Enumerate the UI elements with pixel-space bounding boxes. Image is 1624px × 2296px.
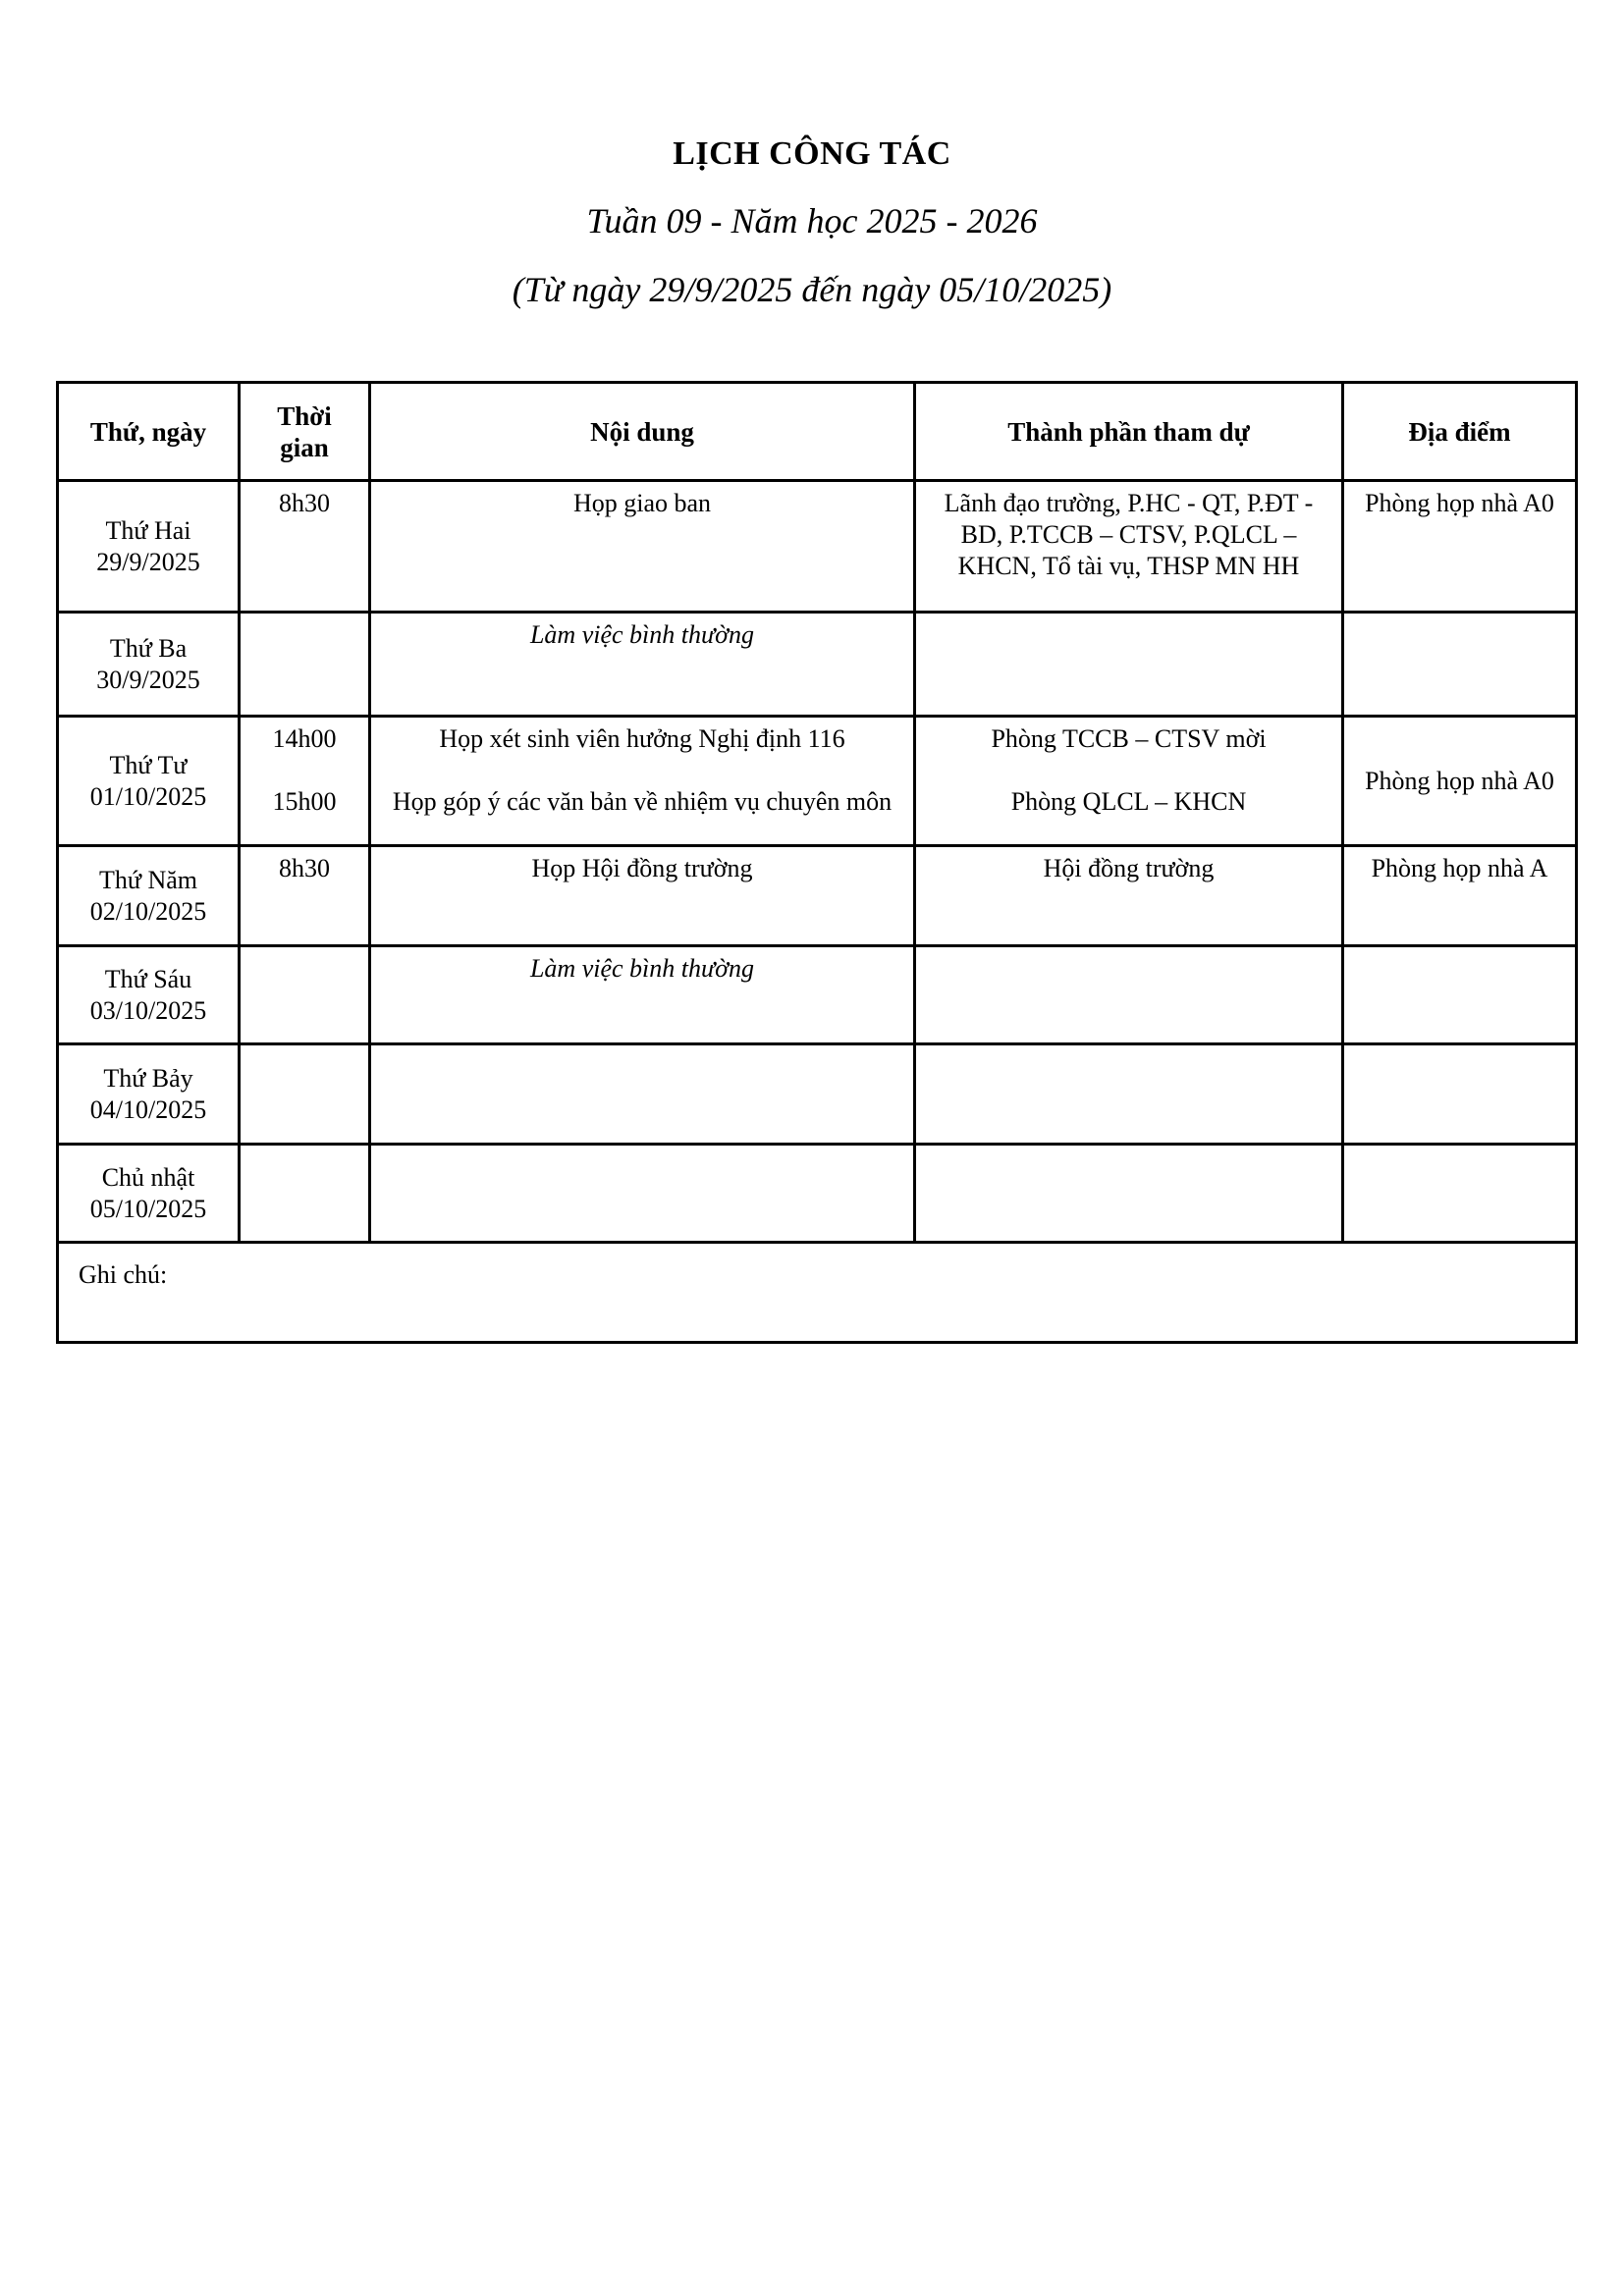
- time-cell: [240, 613, 370, 717]
- time-cell: [240, 1044, 370, 1145]
- time-slot-1: 14h00: [272, 724, 337, 753]
- header-time-line-2: gian: [280, 432, 329, 462]
- day-date: 29/9/2025: [96, 547, 200, 576]
- day-date: 03/10/2025: [89, 995, 207, 1025]
- time-cell: [240, 717, 370, 846]
- location-cell: [1343, 613, 1577, 717]
- participants-cell: [915, 1044, 1343, 1145]
- table-row: [58, 1145, 1577, 1243]
- day-name: Thứ Bảy: [103, 1063, 193, 1093]
- day-name: Thứ Năm: [98, 865, 197, 894]
- time-cell: [240, 946, 370, 1044]
- table-header-row: [58, 383, 1577, 481]
- content-cell: Họp giao ban: [370, 481, 915, 613]
- participants-cell: Hội đồng trường: [915, 846, 1343, 946]
- participants-item-2: Phòng QLCL – KHCN: [1010, 787, 1247, 816]
- day-name: Thứ Tư: [109, 750, 188, 779]
- header-time-line-1: Thời: [277, 400, 332, 431]
- content-cell: [370, 717, 915, 846]
- table-row: [58, 481, 1577, 613]
- participants-cell: [915, 946, 1343, 1044]
- table-row: [58, 946, 1577, 1044]
- participants-cell: Lãnh đạo trường, P.HC - QT, P.ĐT - BD, P.TCCB – CTSV, P.QLCL – KHCN, Tổ tài vụ, THSP MN HH: [915, 481, 1343, 613]
- time-slot-2: 15h00: [272, 787, 337, 816]
- time-cell: 8h30: [240, 481, 370, 613]
- day-name: Thứ Sáu: [104, 964, 192, 993]
- table-row: [58, 1044, 1577, 1145]
- note-cell: Ghi chú:: [58, 1243, 1577, 1343]
- note-row: [58, 1243, 1577, 1343]
- header-day: Thứ, ngày: [58, 383, 240, 481]
- participants-item-1: Phòng TCCB – CTSV mời: [991, 724, 1267, 753]
- day-name: Thứ Ba: [109, 633, 188, 663]
- table-row: [58, 846, 1577, 946]
- time-cell: [240, 1145, 370, 1243]
- location-cell: [1343, 1044, 1577, 1145]
- document-title: LỊCH CÔNG TÁC: [673, 135, 951, 172]
- date-range: (Từ ngày 29/9/2025 đến ngày 05/10/2025): [512, 270, 1112, 309]
- document-subtitle: Tuần 09 - Năm học 2025 - 2026: [586, 201, 1038, 240]
- content-cell: Làm việc bình thường: [370, 613, 915, 717]
- location-cell: Phòng họp nhà A0: [1343, 717, 1577, 846]
- table-row: [58, 717, 1577, 846]
- header-content: Nội dung: [370, 383, 915, 481]
- location-cell: [1343, 946, 1577, 1044]
- participants-cell: [915, 717, 1343, 846]
- day-cell: [58, 946, 240, 1044]
- day-date: 02/10/2025: [89, 896, 207, 926]
- content-cell: Làm việc bình thường: [370, 946, 915, 1044]
- content-item-2: Họp góp ý các văn bản về nhiệm vụ chuyên môn: [392, 787, 893, 816]
- header-participants: Thành phần tham dự: [915, 383, 1343, 481]
- day-cell: [58, 613, 240, 717]
- content-item-1: Họp xét sinh viên hưởng Nghị định 116: [439, 724, 845, 753]
- time-cell: 8h30: [240, 846, 370, 946]
- day-date: 04/10/2025: [89, 1095, 207, 1124]
- participants-cell: [915, 613, 1343, 717]
- header-location: Địa điểm: [1343, 383, 1577, 481]
- day-date: 01/10/2025: [89, 781, 207, 811]
- day-cell: [58, 717, 240, 846]
- day-date: 05/10/2025: [89, 1194, 207, 1223]
- day-name: Thứ Hai: [105, 515, 191, 545]
- table-row: [58, 613, 1577, 717]
- day-date: 30/9/2025: [96, 665, 200, 694]
- content-cell: [370, 1044, 915, 1145]
- day-name: Chủ nhật: [101, 1162, 195, 1192]
- content-cell: [370, 1145, 915, 1243]
- location-cell: Phòng họp nhà A0: [1343, 481, 1577, 613]
- day-cell: [58, 1044, 240, 1145]
- participants-cell: [915, 1145, 1343, 1243]
- day-cell: [58, 1145, 240, 1243]
- schedule-table: [56, 381, 1578, 1344]
- content-cell: Họp Hội đồng trường: [370, 846, 915, 946]
- header-time: [240, 383, 370, 481]
- day-cell: [58, 846, 240, 946]
- location-cell: [1343, 1145, 1577, 1243]
- day-cell: [58, 481, 240, 613]
- location-cell: Phòng họp nhà A: [1343, 846, 1577, 946]
